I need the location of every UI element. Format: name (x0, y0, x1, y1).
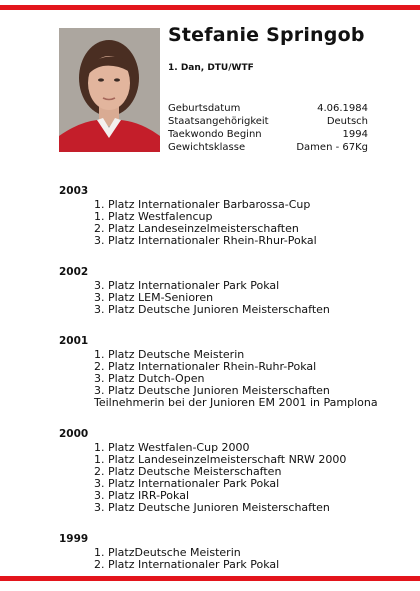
detail-row-start (168, 128, 368, 141)
detail-value: 4.06.1984 (317, 103, 368, 114)
result-entry: 1. Platz Landeseinzelmeisterschaft NRW 2000 (94, 453, 347, 466)
result-entry: Teilnehmerin bei der Junioren EM 2001 in Pamplona (94, 396, 378, 409)
result-entry: 1. Platz Westfalencup (94, 210, 213, 223)
result-entry: 1. Platz Deutsche Meisterin (94, 348, 245, 361)
year-block-1999 (59, 533, 379, 571)
year-block-2000 (59, 428, 379, 514)
result-entry: 1. Platz Internationaler Barbarossa-Cup (94, 198, 311, 211)
detail-value: 1994 (342, 129, 368, 140)
result-entry: 2. Platz Internationaler Park Pokal (94, 558, 280, 571)
result-entry: 3. Platz LEM-Senioren (94, 291, 214, 304)
result-entry: 2. Platz Deutsche Meisterschaften (94, 465, 282, 478)
results-list (59, 185, 379, 590)
result-entry: 3. Platz IRR-Pokal (94, 489, 190, 502)
detail-label: Gewichtsklasse (168, 142, 246, 153)
detail-value: Deutsch (326, 116, 368, 127)
result-entry: 3. Platz Deutsche Junioren Meisterschaften (94, 303, 330, 316)
year-heading: 2002 (59, 266, 89, 278)
year-heading: 1999 (59, 533, 89, 545)
result-entry: 1. PlatzDeutsche Meisterin (94, 546, 241, 559)
year-block-2003 (59, 185, 379, 247)
year-block-2001 (59, 335, 379, 409)
detail-label: Staatsangehörigkeit (168, 116, 269, 127)
result-entry: 3. Platz Internationaler Park Pokal (94, 477, 280, 490)
year-heading: 2003 (59, 185, 89, 197)
result-entry: 3. Platz Deutsche Junioren Meisterschaften (94, 384, 330, 397)
detail-row-nationality (168, 115, 368, 128)
profile-photo (59, 28, 160, 152)
result-entry: 2. Platz Landeseinzelmeisterschaften (94, 222, 299, 235)
athlete-rank: 1. Dan, DTU/WTF (168, 63, 254, 73)
bottom-red-bar (0, 576, 420, 581)
year-block-2002 (59, 266, 379, 316)
result-entry: 3. Platz Internationaler Rhein-Rhur-Pokal (94, 234, 317, 247)
detail-label: Geburtsdatum (168, 103, 241, 114)
detail-row-weight-class (168, 141, 368, 154)
athlete-name: Stefanie Springob (168, 24, 365, 46)
result-entry: 3. Platz Internationaler Park Pokal (94, 279, 280, 292)
detail-value: Damen - 67Kg (296, 142, 368, 153)
top-red-bar (0, 5, 420, 10)
details-table (168, 102, 368, 154)
detail-row-birthdate (168, 102, 368, 115)
result-entry: 3. Platz Dutch-Open (94, 372, 205, 385)
year-heading: 2001 (59, 335, 89, 347)
detail-label: Taekwondo Beginn (168, 129, 262, 140)
year-heading: 2000 (59, 428, 89, 440)
result-entry: 1. Platz Westfalen-Cup 2000 (94, 441, 250, 454)
result-entry: 2. Platz Internationaler Rhein-Ruhr-Pokal (94, 360, 317, 373)
result-entry: 3. Platz Deutsche Junioren Meisterschaften (94, 501, 330, 514)
